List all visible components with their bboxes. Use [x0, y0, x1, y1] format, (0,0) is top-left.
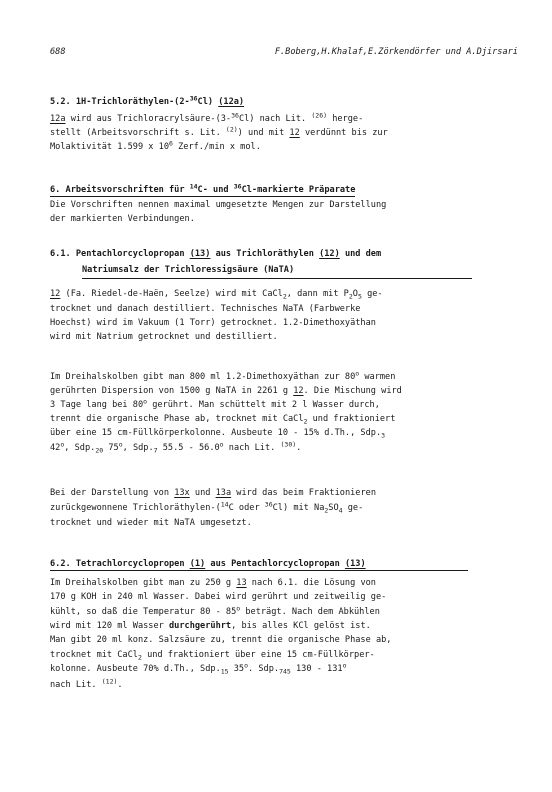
paragraph-line: kühlt, so daß die Temperatur 80 - 85$^o$ beträgt. Nach dem Abkühlen [50, 604, 380, 617]
paragraph-line: Molaktivität 1.599 x $10^6$ Zerf./min x mol. [50, 139, 261, 152]
paragraph-line: 12a wird aus Trichloracrylsäure-(3-$^{36}$Cl) nach Lit. $^{(26)}$ herge- [50, 111, 364, 124]
paragraph-line: wird mit Natrium getrocknet und destilliert. [50, 332, 278, 342]
section-6-1-heading-cont: Natriumsalz der Trichloressigsäure (NaTA) [82, 266, 472, 279]
paragraph-line: wird mit 120 ml Wasser durchgerührt, bis alles KCl gelöst ist. [50, 621, 371, 631]
section-6-1-heading: 6.1. Pentachlorcyclopropan (13) aus Trichloräthylen (12) und dem [50, 249, 382, 259]
paragraph-line: Bei der Darstellung von 13x und 13a wird das beim Fraktionieren [50, 488, 376, 498]
paragraph-line: gerührten Dispersion von 1500 g NaTA in 2261 g 12. Die Mischung wird [50, 386, 402, 396]
paragraph-line: stellt (Arbeitsvorschrift s. Lit. $^{(2)}$) und mit 12 verdünnt bis zur [50, 125, 388, 138]
section-6-heading: 6. Arbeitsvorschriften für $^{14}$C- und $^{36}$Cl-markierte Präparate [50, 182, 356, 195]
paragraph-line: 170 g KOH in 240 ml Wasser. Dabei wird gerührt und zeitweilig ge- [50, 592, 387, 602]
paragraph-line: 12 (Fa. Riedel-de-Haën, Seelze) wird mit CaCl$_2$, dann mit $P_2O_5$ ge- [50, 289, 383, 301]
paragraph-line: trennt die organische Phase ab, trocknet mit CaCl$_2$ und fraktioniert [50, 414, 396, 426]
page-number: 688 [50, 47, 66, 57]
section-5-2-heading: 5.2. 1H-Trichloräthylen-(2-$^{36}$Cl) (12a) [50, 94, 245, 107]
paragraph-line: Im Dreihalskolben gibt man zu 250 g 13 nach 6.1. die Lösung von [50, 578, 376, 588]
section-6-2-heading: 6.2. Tetrachlorcyclopropen (1) aus Pentachlorcyclopropan (13) [50, 560, 468, 571]
paragraph-line: trocknet mit CaCl$_2$ und fraktioniert über eine 15 cm-Füllkörper- [50, 650, 375, 662]
paragraph-line: Die Vorschriften nennen maximal umgesetzte Mengen zur Darstellung [50, 200, 387, 210]
paragraph-line: trocknet und wieder mit NaTA umgesetzt. [50, 518, 252, 528]
paragraph-line: Hoechst) wird im Vakuum (1 Torr) getrocknet. 1.2-Dimethoxyäthan [50, 318, 376, 328]
paragraph-line: 42$^o$, $Sdp._{20}$ 75$^o$, $Sdp._7$ 55.5 - 56.0$^o$ nach Lit. $^{(30)}$. [50, 440, 302, 455]
paragraph-line: Man gibt 20 ml konz. Salzsäure zu, trennt die organische Phase ab, [50, 635, 392, 645]
running-header-authors: F.Boberg,H.Khalaf,E.Zörkendörfer und A.Djirsari [274, 47, 518, 57]
paragraph-line: kolonne. Ausbeute 70% d.Th., $Sdp._{15}$ 35$^o$. $Sdp._{745}$ 130 - 131$^o$ [50, 661, 347, 676]
paragraph-line: der markierten Verbindungen. [50, 214, 195, 224]
paragraph-line: über eine 15 cm-Füllkörperkolonne. Ausbeute 10 - 15% d.Th., $Sdp._3$ [50, 428, 386, 440]
paragraph-line: trocknet und danach destilliert. Technisches NaTA (Farbwerke [50, 304, 361, 314]
paragraph-line: 3 Tage lang bei 80$^o$ gerührt. Man schüttelt mit 2 l Wasser durch, [50, 397, 380, 410]
paragraph-line: zurückgewonnene Trichloräthylen-($^{14}$C oder $^{36}$Cl) mit $Na_2SO_4$ ge- [50, 500, 364, 515]
paragraph-line: Im Dreihalskolben gibt man 800 ml 1.2-Dimethoxyäthan zur 80$^o$ warmen [50, 369, 396, 382]
paragraph-line: nach Lit. $^{(12)}$. [50, 677, 123, 690]
